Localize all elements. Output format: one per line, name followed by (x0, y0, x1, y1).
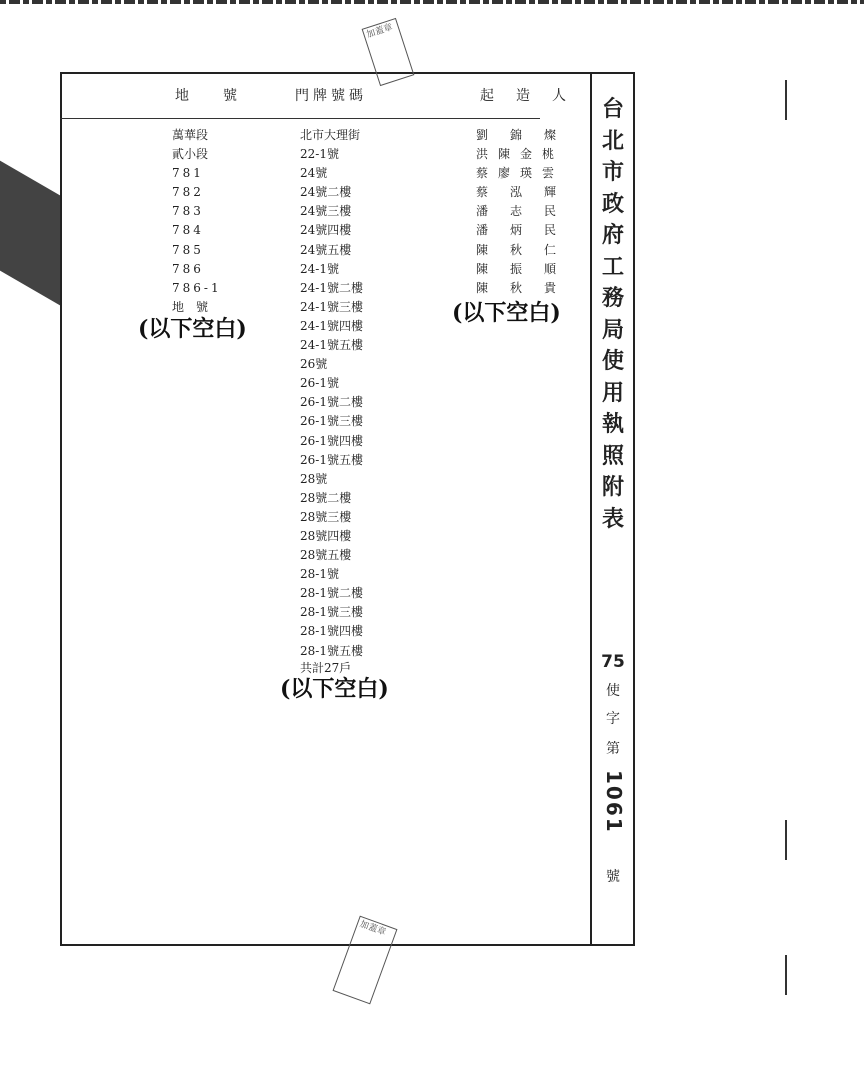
title-char: 使 (601, 348, 624, 374)
list-item: 26-1號三樓 (300, 414, 363, 429)
list-item: 劉錦燦 (476, 128, 579, 142)
list-item: 786 (172, 261, 204, 276)
header-door-no: 門牌號碼 (295, 88, 367, 104)
list-item: 783 (172, 204, 204, 219)
list-item: 28號三樓 (300, 509, 352, 524)
edge-mark (785, 80, 787, 120)
title-char: 政 (601, 190, 624, 217)
list-item: 24號五樓 (300, 242, 352, 257)
door-number-list (300, 126, 420, 675)
permit-char: 字 (606, 711, 620, 727)
blank-note-bottom: (以下空白) (280, 676, 389, 702)
list-item: 陳秋貴 (476, 280, 579, 295)
list-item: 28-1號三樓 (300, 605, 363, 620)
title-char: 務 (601, 285, 624, 311)
list-item: 陳振順 (476, 261, 579, 276)
list-item: 24號三樓 (300, 204, 352, 219)
list-item: 洪陳金桃 (476, 147, 565, 162)
list-item: 潘志民 (476, 204, 579, 219)
edge-mark (785, 955, 787, 995)
title-char: 台 (601, 96, 624, 122)
land-number-list (172, 126, 282, 317)
list-item: 蔡廖瑛雲 (476, 166, 565, 181)
title-char: 府 (601, 222, 624, 248)
list-item: 28-1號四樓 (300, 624, 363, 639)
list-item: 26號 (300, 357, 328, 372)
title-char: 用 (601, 379, 624, 406)
list-item: 24-1號三樓 (300, 299, 363, 314)
header-builder: 起造人 (480, 88, 588, 104)
list-item: 26-1號二樓 (300, 395, 363, 410)
list-item: 786-1 (172, 280, 222, 295)
permit-char: 號 (606, 869, 620, 885)
stamp-text: 加蓋章 (358, 919, 388, 939)
title-char: 執 (601, 411, 624, 437)
title-char: 局 (601, 316, 624, 343)
list-item: 萬華段 (172, 128, 209, 142)
title-char: 北 (601, 127, 624, 154)
list-item: 28-1號五樓 (300, 643, 363, 658)
list-item: 24-1號 (300, 261, 339, 276)
list-item: 24-1號五樓 (300, 338, 363, 353)
list-item: 24號二樓 (300, 185, 352, 200)
title-char: 表 (601, 505, 624, 532)
list-item: 26-1號四樓 (300, 433, 363, 448)
builder-list (476, 126, 579, 298)
list-item: 28號五樓 (300, 548, 352, 563)
list-item: 陳秋仁 (476, 242, 579, 257)
list-item: 785 (172, 242, 204, 257)
scan-edge-top (0, 0, 864, 4)
blank-note-right: (以下空白) (452, 300, 561, 326)
list-item: 24-1號二樓 (300, 280, 363, 295)
title-divider (590, 72, 592, 946)
list-item: 共計27戶 (300, 660, 352, 675)
permit-char: 使 (606, 683, 620, 699)
list-item: 26-1號五樓 (300, 452, 363, 467)
permit-char: 第 (606, 741, 620, 757)
list-item: 24號四樓 (300, 223, 352, 238)
permit-year: 75 (601, 652, 625, 672)
list-item: 28號 (300, 471, 328, 486)
list-item: 24號 (300, 166, 328, 181)
list-item: 28號四樓 (300, 528, 352, 543)
document-title (596, 94, 630, 535)
list-item: 24-1號四樓 (300, 318, 363, 333)
stamp-text: 加蓋章 (365, 22, 395, 41)
title-char: 工 (601, 253, 624, 280)
title-char: 市 (601, 159, 624, 185)
list-item: 28-1號二樓 (300, 586, 363, 601)
list-item: 784 (172, 223, 204, 238)
staple-mark (0, 161, 60, 306)
list-item: 28號二樓 (300, 490, 352, 505)
list-item: 26-1號 (300, 376, 339, 391)
list-item: 28-1號 (300, 567, 339, 582)
list-item: 782 (172, 185, 204, 200)
header-land-no: 地 號 (175, 88, 247, 104)
title-char: 附 (601, 474, 624, 500)
title-char: 照 (601, 442, 624, 469)
list-item: 潘炳民 (476, 223, 579, 238)
list-item: 781 (172, 166, 204, 181)
permit-number: 1061 (602, 770, 626, 834)
blank-note-left: (以下空白) (138, 316, 247, 342)
list-item: 地 號 (172, 299, 209, 314)
list-item: 貳小段 (172, 147, 209, 162)
list-item: 北市大理街 (300, 128, 361, 142)
list-item: 22-1號 (300, 147, 339, 162)
edge-mark (785, 820, 787, 860)
list-item: 蔡泓輝 (476, 185, 579, 200)
header-rule (60, 118, 540, 119)
